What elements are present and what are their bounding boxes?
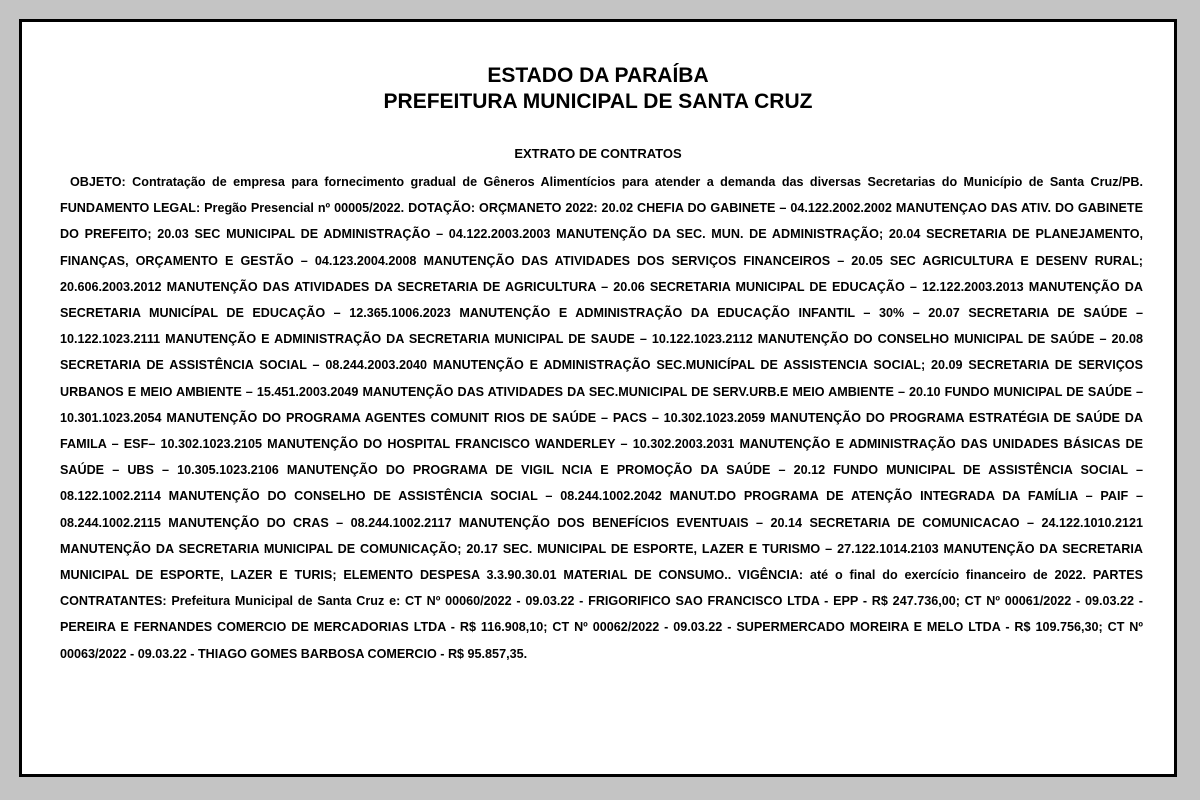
document-subtitle: EXTRATO DE CONTRATOS bbox=[514, 146, 682, 161]
document-sheet bbox=[19, 19, 1177, 777]
document-title-state: ESTADO DA PARAÍBA bbox=[487, 64, 709, 87]
contract-extract-body: OBJETO: Contratação de empresa para fornecimento gradual de Gêneros Alimentícios para atender a demanda das diversas Secretarias do Município de Santa Cruz/PB. FUNDAMENTO LEGAL: Pregão Presencial nº 00005/2022. DOTAÇÃO: ORÇMANETO 2022: 20.02 CHEFIA DO GABINETE – 04.122.2002.2002 MANUTENÇAO DAS ATIV. DO GABINETE DO PREFEITO; 20.03 SEC MUNICIPAL DE ADMINISTRAÇÃO – 04.122.2003.2003 MANUTENÇÃO DA SEC. MUN. DE ADMINISTRAÇÃO; 20.04 SECRETARIA DE PLANEJAMENTO, FINANÇAS, ORÇAMENTO E GESTÃO – 04.123.2004.2008 MANUTENÇÃO DAS ATIVIDADES DOS SERVIÇOS FINANCEIROS – 20.05 SEC AGRICULTURA E DESENV RURAL; 20.606.2003.2012 MANUTENÇÃO DAS ATIVIDADES DA SECRETARIA DE AGRICULTURA – 20.06 SECRETARIA MUNICIPAL DE EDUCAÇÃO – 12.122.2003.2013 MANUTENÇÃO DA SECRETARIA MUNICÍPAL DE EDUCAÇÃO – 12.365.1006.2023 MANUTENÇÃO E ADMINISTRAÇÃO DA EDUCAÇÃO INFANTIL – 30% – 20.07 SECRETARIA DE SAÚDE – 10.122.1023.2111 MANUTENÇÃO E ADMINISTRAÇÃO DA SECRETARIA MUNICIPAL DE SAUDE – 10.122.1023.2112 MANUTENÇÃO DO CONSELHO MUNICIPAL DE SAÚDE – 20.08 SECRETARIA DE ASSISTÊNCIA SOCIAL – 08.244.2003.2040 MANUTENÇÃO E ADMINISTRAÇÃO SEC.MUNICÍPAL DE ASSISTENCIA SOCIAL; 20.09 SECRETARIA DE SERVIÇOS URBANOS E MEIO AMBIENTE – 15.451.2003.2049 MANUTENÇÃO DAS ATIVIDADES DA SEC.MUNICIPAL DE SERV.URB.E MEIO AMBIENTE – 20.10 FUNDO MUNICIPAL DE SAÚDE – 10.301.1023.2054 MANUTENÇÃO DO PROGRAMA AGENTES COMUNIT RIOS DE SAÚDE – PACS – 10.302.1023.2059 MANUTENÇÃO DO PROGRAMA ESTRATÉGIA DE SAÚDE DA FAMILA – ESF– 10.302.1023.2105 MANUTENÇÃO DO HOSPITAL FRANCISCO WANDERLEY – 10.302.2003.2031 MANUTENÇÃO E ADMINISTRAÇÃO DAS UNIDADES BÁSICAS DE SAÚDE – UBS – 10.305.1023.2106 MANUTENÇÃO DO PROGRAMA DE VIGIL NCIA E PROMOÇÃO DA SAÚDE – 20.12 FUNDO MUNICIPAL DE ASSISTÊNCIA SOCIAL – 08.122.1002.2114 MANUTENÇÃO DO CONSELHO DE ASSISTÊNCIA SOCIAL – 08.244.1002.2042 MANUT.DO PROGRAMA DE ATENÇÃO INTEGRADA DA FAMÍLIA – PAIF – 08.244.1002.2115 MANUTENÇÃO DO CRAS – 08.244.1002.2117 MANUTENÇÃO DOS BENEFÍCIOS EVENTUAIS – 20.14 SECRETARIA DE COMUNICACAO – 24.122.1010.2121 MANUTENÇÃO DA SECRETARIA MUNICIPAL DE COMUNICAÇÃO; 20.17 SEC. MUNICIPAL DE ESPORTE, LAZER E TURISMO – 27.122.1014.2103 MANUTENÇÃO DA SECRETARIA MUNICIPAL DE ESPORTE, LAZER E TURIS; ELEMENTO DESPESA 3.3.90.30.01 MATERIAL DE CONSUMO.. VIGÊNCIA: até o final do exercício financeiro de 2022. PARTES CONTRATANTES: Prefeitura Municipal de Santa Cruz e: CT Nº 00060/2022 - 09.03.22 - FRIGORIFICO SAO FRANCISCO LTDA - EPP - R$ 247.736,00; CT Nº 00061/2022 - 09.03.22 - PEREIRA E FERNANDES COMERCIO DE MERCADORIAS LTDA - R$ 116.908,10; CT Nº 00062/2022 - 09.03.22 - SUPERMERCADO MOREIRA E MELO LTDA - R$ 109.756,30; CT Nº 00063/2022 - 09.03.22 - THIAGO GOMES BARBOSA COMERCIO - R$ 95.857,35. bbox=[60, 175, 1143, 661]
document-title-municipality: PREFEITURA MUNICIPAL DE SANTA CRUZ bbox=[383, 90, 813, 113]
